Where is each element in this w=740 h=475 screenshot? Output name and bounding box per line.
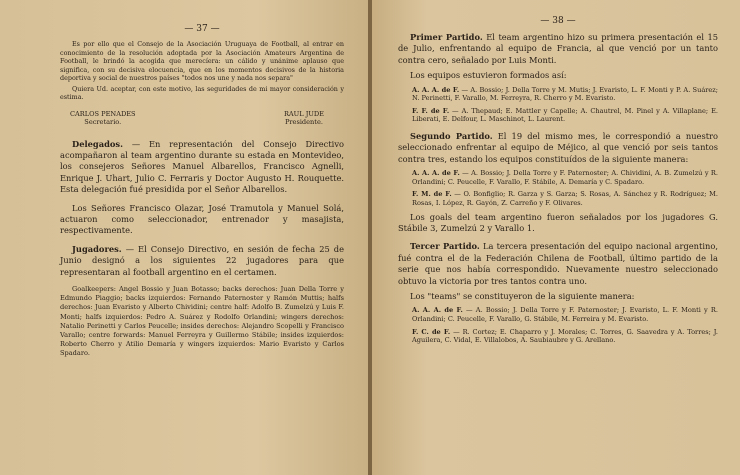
signature-secretary-name: CARLOS PENADES: [70, 109, 136, 118]
primer-partido-text: El team argentino hizo su primera presentación el 15 de Julio, enfrentando al equipo de Francia, al que venció por un tanto contra cero, señalado por Luis Monti.: [398, 32, 719, 65]
roster-paragraph: Goalkeepers: Angel Bossio y Juan Botasso; backs derechos: Juan Della Torre y Edmundo Piaggio; backs izquierdos: Fernando Paternoster y Ramón Muttis; halfs derechos: Juan Evaristo y Alberto Chividini; centre half: Adolfo B. Zumelzú y Luis F. Monti; halfs izquierdos: Pedro A. Suárez y Rodolfo Orlandini; wingers derechos: Natalio Perinetti y Carlos Peucelle; insides derechos: Alejandro Scopelli y Francisco Varallo; centre forwards: Manuel Ferreyra y Guillermo Stábile; insides izquierdos: Roberto Cherro y Atilio Demaría y wingers izquierdos: Mario Evaristo y Carlos Spadaro.: [60, 284, 344, 358]
segundo-partido-heading: Segundo Partido.: [410, 131, 493, 141]
signature-president: [284, 110, 324, 127]
right-page: [372, 0, 740, 475]
primer-partido-heading: Primer Partido.: [410, 32, 483, 42]
match2-opponent-lineup: [398, 190, 718, 207]
match3-opponent-lineup: [398, 328, 718, 345]
staff-paragraph: Los Señores Francisco Olazar, José Tramutola y Manuel Solá, actuaron como seleccionador, entrenador y masajista, respectivamente.: [60, 202, 344, 236]
letter-signatures: [70, 110, 324, 127]
letter-paragraph-2: Quiera Ud. aceptar, con este motivo, las seguridades de mi mayor consideración y estima.: [60, 84, 344, 101]
match2-argentina-players: — A. Bossio; J. Della Torre y F. Paternoster; A. Chividini, A. B. Zumelzú y R. Orlandini; C. Peucelle, F. Varallo, F. Stábile, A. Demaría y C. Spadaro.: [412, 169, 718, 186]
page-number-left: — 37 —: [184, 24, 220, 34]
match1-opponent-lineup: [398, 107, 718, 124]
match3-opponent-team: F. C. de F.: [412, 327, 451, 336]
segundo-partido-paragraph: [398, 131, 718, 165]
tercer-partido-paragraph: [398, 241, 718, 287]
letter-paragraph-1: Es por ello que el Consejo de la Asociación Uruguaya de Football, al entrar en conocimiento de la resolución adoptada por la Asociación Amateurs Argentina de Football, le brindó la acogida que merecíera: un cálido y unánime aplauso que significa, con su decisiva elocuencia, que en los momentos decisivos de la historia deportiva y social de nuestros países "todos nos une y nada nos separa": [60, 40, 344, 82]
jugadores-paragraph: [60, 244, 344, 278]
equipos-intro: Los equipos estuvieron formados así:: [410, 70, 567, 81]
jugadores-text: — El Consejo Directivo, en sesión de fecha 25 de Junio designó a los siguientes 22 jugadores para que representaran al football argentino en el certamen.: [60, 243, 344, 277]
jugadores-heading: Jugadores.: [72, 243, 122, 254]
delegados-text: — En representación del Consejo Directivo acompañaron al team argentino durante su estada en Montevideo, los consejeros Señores Manuel Albarellos, Francisco Agnelli, Enrique J. Uhart, Julio C. Ferraris y Doctor Augusto H. Rouquette. Esta delegación fué presidida por el Señor Albarellos.: [60, 138, 344, 195]
signature-president-role: Presidente.: [284, 118, 323, 126]
match3-argentina-lineup: [398, 306, 718, 323]
tercer-partido-text: La tercera presentación del equipo nacional argentino, fué contra el de la Federación Chilena de Football, último partido de la serie que nos había correspondido. Nuevamente nuestro seleccionado obtuvo la victoria por tres tantos contra uno.: [398, 241, 718, 286]
segundo-partido-text: El 19 del mismo mes, le correspondió a nuestro seleccionado enfrentar al equipo de Méjico, al que venció por seis tantos contra tres, estando los equipos constituídos de la siguiente manera:: [398, 131, 718, 164]
match3-opponent-players: — R. Cortez; E. Chaparro y J. Morales; C. Torres, G. Saavedra y A. Torres; J. Aguilera, C. Vidal, E. Villalobos, A. Saubiaubre y G. Arellano.: [412, 327, 718, 345]
match1-argentina-lineup: [398, 86, 718, 103]
match2-argentina-lineup: [398, 169, 718, 186]
match1-argentina-team: A. A. A. de F.: [412, 85, 460, 94]
signature-president-name: RAUL JUDE: [283, 109, 324, 118]
match2-argentina-team: A. A. A. de F.: [412, 169, 460, 178]
left-page: [0, 0, 368, 475]
delegados-paragraph: [60, 139, 344, 196]
goals-paragraph: Los goals del team argentino fueron señalados por los jugadores G. Stábile 3, Zumelzú 2 y Varallo 1.: [398, 211, 718, 233]
tercer-partido-heading: Tercer Partido.: [410, 241, 480, 252]
match1-opponent-team: F. F. de F.: [412, 106, 450, 115]
primer-partido-paragraph: [398, 32, 718, 66]
match3-argentina-team: A. A. A. de F.: [412, 306, 463, 315]
match3-argentina-players: — A. Bossio; J. Della Torre y F. Paternoster; J. Evaristo, L. F. Monti y R. Orlandini; C. Peucelle, F. Varallo, G. Stábile, M. Ferreira y M. Evaristo.: [412, 306, 718, 324]
teams-intro: Los "teams" se constituyeron de la siguiente manera:: [410, 291, 635, 302]
match1-opponent-players: — A. Thepaud; E. Mattler y Capelle; A. Chautrel, M. Pinel y A. Villaplane; E. Liberati, E. Delfour, L. Maschinot, L. Laurent.: [412, 106, 718, 124]
match2-opponent-players: — O. Bonfiglio; R. Garza y S. Garza; S. Rosas, A. Sánchez y R. Rodríguez; M. Rosas, I. López, R. Gayón, Z. Carreño y F. Olivares.: [412, 190, 718, 207]
page-number-right: — 38 —: [540, 16, 576, 26]
delegados-heading: Delegados.: [72, 138, 123, 149]
match1-argentina-players: — A. Bossio; J. Della Torre y M. Mutis; J. Evaristo, L. F. Monti y P. A. Suárez; N. Perinetti, F. Varallo, M. Ferreyra, R. Cherro y M. Evaristo.: [412, 85, 718, 103]
signature-secretary: [70, 110, 136, 127]
signature-secretary-role: Secretario.: [84, 118, 122, 126]
match2-opponent-team: F. M. de F.: [412, 190, 452, 199]
